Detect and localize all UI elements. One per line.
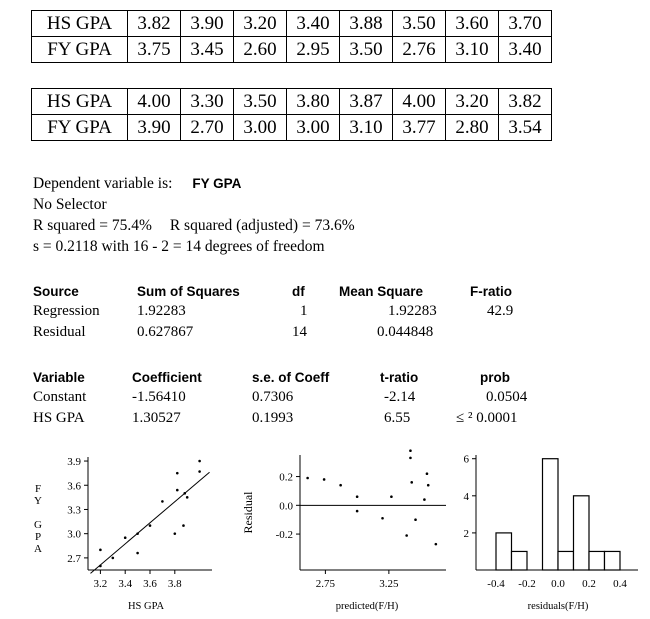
anova-residual-source: Residual <box>33 324 86 340</box>
table-cell: 2.76 <box>393 37 446 63</box>
data-point <box>339 484 342 487</box>
x-axis-label: residuals(F/H) <box>527 601 589 612</box>
data-point <box>99 565 102 568</box>
data-point <box>414 518 417 521</box>
coef-constant-se: 0.7306 <box>252 389 294 405</box>
row-label: HS GPA <box>32 11 128 37</box>
x-axis-label: HS GPA <box>127 601 165 612</box>
table-cell: 3.77 <box>393 115 446 141</box>
table-cell: 4.00 <box>393 89 446 115</box>
data-point <box>405 534 408 537</box>
gpa-table-2 <box>31 88 552 141</box>
x-tick-label: 3.25 <box>379 578 399 590</box>
table-cell: 3.10 <box>446 37 499 63</box>
table-cell: 3.60 <box>446 11 499 37</box>
table-cell: 3.80 <box>287 89 340 115</box>
table-cell: 3.82 <box>128 11 181 37</box>
histogram-bar <box>496 533 512 570</box>
y-tick-label: 0.2 <box>279 471 293 484</box>
x-tick-label: 2.75 <box>315 578 336 590</box>
table-cell: 4.00 <box>128 89 181 115</box>
y-tick-label: 3.9 <box>67 456 81 469</box>
data-point <box>112 557 115 560</box>
coef-header-coefficient: Coefficient <box>132 370 202 385</box>
data-point <box>390 495 393 498</box>
table-cell: 2.70 <box>181 115 234 141</box>
data-point <box>435 543 438 546</box>
table-cell: 3.54 <box>499 115 552 141</box>
table-cell: 3.30 <box>181 89 234 115</box>
table-cell: 3.90 <box>128 115 181 141</box>
coef-constant-t: -2.14 <box>384 389 416 405</box>
data-point <box>136 552 139 555</box>
anova-header-f: F-ratio <box>470 284 512 299</box>
data-point <box>186 496 189 499</box>
residual-plot-chart <box>238 445 448 617</box>
coef-constant-coefficient: -1.56410 <box>132 389 186 405</box>
histogram-bar <box>574 496 590 570</box>
x-tick-label: -0.4 <box>487 578 505 590</box>
table-cell: 2.95 <box>287 37 340 63</box>
data-point <box>306 477 309 480</box>
y-axis-label-letter: P <box>34 531 42 543</box>
anova-residual-df: 14 <box>292 324 307 340</box>
anova-header-df: df <box>292 284 305 299</box>
y-axis-label-letter: Y <box>34 495 42 507</box>
dependent-variable-value: FY GPA <box>192 176 242 191</box>
coef-header-t: t-ratio <box>380 370 419 385</box>
y-tick-label: 2 <box>463 527 469 540</box>
histogram-bar <box>589 551 605 570</box>
data-point <box>174 532 177 535</box>
table-row <box>32 115 552 141</box>
table-cell: 3.40 <box>499 37 552 63</box>
table-cell: 3.45 <box>181 37 234 63</box>
y-axis-label-letter: A <box>34 543 42 555</box>
s-line: s = 0.2118 with 16 - 2 = 14 degrees of freedom <box>33 238 325 255</box>
table-row <box>32 89 552 115</box>
regression-line <box>90 472 209 573</box>
dependent-variable-line <box>33 175 241 193</box>
gpa-table-1 <box>31 10 552 63</box>
data-point <box>409 449 412 452</box>
x-tick-label: -0.2 <box>518 578 536 590</box>
y-tick-label: 6 <box>463 453 469 466</box>
y-tick-label: 3.3 <box>67 504 81 517</box>
table-cell: 3.40 <box>287 11 340 37</box>
anova-residual-ss: 0.627867 <box>137 324 194 340</box>
anova-regression-f: 42.9 <box>487 303 514 319</box>
histogram-bar <box>558 551 574 570</box>
anova-header-ms: Mean Square <box>339 284 424 299</box>
data-point <box>423 498 426 501</box>
table-cell: 3.00 <box>287 115 340 141</box>
histogram-bar <box>605 551 621 570</box>
data-point <box>161 500 164 503</box>
scatter-fy-vs-hs-chart <box>30 445 230 617</box>
coef-header-prob: prob <box>480 370 510 385</box>
data-point <box>149 524 152 527</box>
r-squared-line <box>33 217 355 235</box>
histogram-bar <box>543 459 559 570</box>
coef-hsgpa-t: 6.55 <box>384 410 411 426</box>
data-point <box>381 517 384 520</box>
residual-histogram-chart <box>452 445 648 617</box>
row-label: FY GPA <box>32 115 128 141</box>
y-tick-label: 3.0 <box>67 528 81 541</box>
data-point <box>323 478 326 481</box>
x-axis-label: predicted(F/H) <box>335 601 399 612</box>
x-tick-label: 3.8 <box>167 578 182 590</box>
table-cell: 3.10 <box>340 115 393 141</box>
data-point <box>427 484 430 487</box>
data-point <box>198 460 201 463</box>
anova-header-source: Source <box>33 284 79 299</box>
data-point <box>183 492 186 495</box>
anova-regression-df: 1 <box>300 303 308 319</box>
y-axis-label: Residual <box>241 491 255 534</box>
data-point <box>182 524 185 527</box>
data-point <box>124 536 127 539</box>
coef-hsgpa-se: 0.1993 <box>252 410 294 426</box>
table-cell: 3.87 <box>340 89 393 115</box>
table-cell: 3.20 <box>446 89 499 115</box>
y-tick-label: 2.7 <box>67 552 81 565</box>
y-tick-label: 3.6 <box>67 480 81 493</box>
data-point <box>176 472 179 475</box>
dependent-variable-label: Dependent variable is: <box>33 175 173 192</box>
anova-regression-ss: 1.92283 <box>137 303 186 319</box>
table-cell: 3.75 <box>128 37 181 63</box>
table-cell: 3.20 <box>234 11 287 37</box>
data-point <box>198 470 201 473</box>
table-row <box>32 37 552 63</box>
x-tick-label: 0.0 <box>551 578 565 590</box>
anova-residual-ms: 0.044848 <box>377 324 434 340</box>
anova-header-ss: Sum of Squares <box>137 284 240 299</box>
y-tick-label: -0.2 <box>275 529 293 542</box>
coef-hsgpa-prob: ≤ ² 0.0001 <box>456 410 518 426</box>
coef-header-variable: Variable <box>33 370 85 385</box>
anova-regression-source: Regression <box>33 303 100 319</box>
data-point <box>356 510 359 513</box>
table-cell: 3.00 <box>234 115 287 141</box>
table-cell: 3.90 <box>181 11 234 37</box>
selector-line: No Selector <box>33 196 107 213</box>
coef-hsgpa-variable: HS GPA <box>33 410 85 426</box>
row-label: FY GPA <box>32 37 128 63</box>
table-cell: 3.50 <box>393 11 446 37</box>
coef-header-se: s.e. of Coeff <box>252 370 330 385</box>
coef-hsgpa-coefficient: 1.30527 <box>132 410 181 426</box>
table-cell: 3.50 <box>234 89 287 115</box>
x-tick-label: 3.2 <box>93 578 108 590</box>
row-label: HS GPA <box>32 89 128 115</box>
x-tick-label: 0.4 <box>613 578 627 590</box>
table-cell: 2.80 <box>446 115 499 141</box>
y-axis-label-letter: F <box>34 483 42 495</box>
x-tick-label: 3.6 <box>143 578 157 590</box>
x-tick-label: 3.4 <box>118 578 133 590</box>
data-point <box>99 549 102 552</box>
r-squared: R squared = 75.4% <box>33 217 152 234</box>
data-point <box>410 481 413 484</box>
table-cell: 3.82 <box>499 89 552 115</box>
coef-constant-prob: 0.0504 <box>486 389 528 405</box>
y-tick-label: 0.0 <box>279 500 293 513</box>
anova-regression-ms: 1.92283 <box>388 303 437 319</box>
table-cell: 2.60 <box>234 37 287 63</box>
x-tick-label: 0.2 <box>582 578 596 590</box>
table-cell: 3.50 <box>340 37 393 63</box>
data-point <box>426 472 429 475</box>
histogram-bar <box>512 551 528 570</box>
table-row <box>32 11 552 37</box>
coef-constant-variable: Constant <box>33 389 87 405</box>
r-squared-adjusted: R squared (adjusted) = 73.6% <box>169 217 355 234</box>
y-tick-label: 4 <box>463 490 469 503</box>
data-point <box>136 532 139 535</box>
data-point <box>176 489 179 492</box>
table-cell: 3.88 <box>340 11 393 37</box>
table-cell: 3.70 <box>499 11 552 37</box>
y-axis-label-letter: G <box>34 519 42 531</box>
data-point <box>356 495 359 498</box>
data-point <box>409 457 412 460</box>
